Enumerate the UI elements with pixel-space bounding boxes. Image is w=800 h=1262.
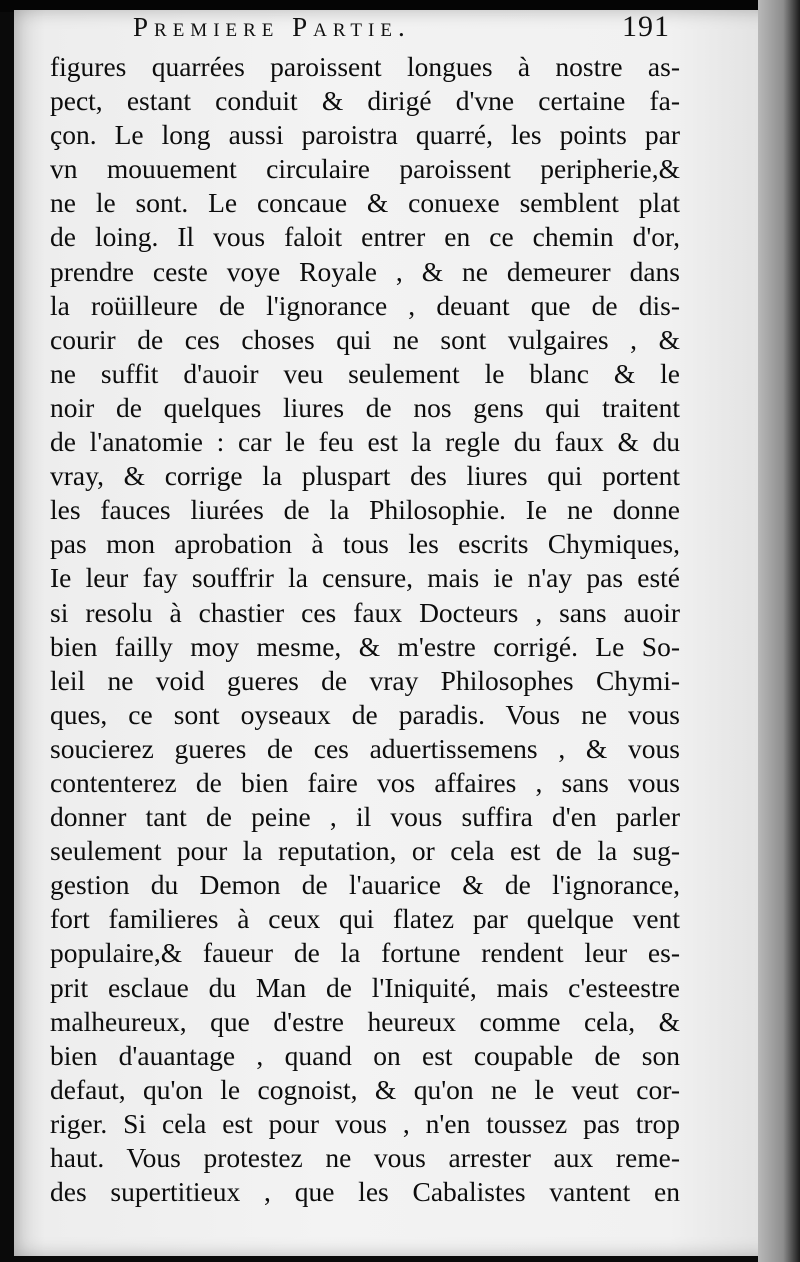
text-line: si resolu à chastier ces faux Docteurs , sans auoir [50,596,680,628]
text-line: haut. Vous protestez ne vous arrester aux reme- [50,1142,680,1173]
text-line: seulement pour la reputation, or cela est de la sug- [50,835,680,867]
text-line: ne le sont. Le concaue & conuexe semblent plat [50,187,680,219]
text-line: bien d'auantage , quand on est coupable de son [50,1039,680,1071]
text-line: riger. Si cela est pour vous , n'en toussez pas trop [50,1107,680,1139]
text-line: çon. Le long aussi paroistra quarré, les points par [50,119,680,151]
text-line: des supertitieux , que les Cabalistes vantent en [50,1176,680,1208]
text-line: les fauces liurées de la Philosophie. Ie ne donne [50,494,680,526]
text-line: Ie leur fay souffrir la censure, mais ie n'ay pas esté [50,562,680,594]
text-line: populaire,& faueur de la fortune rendent leur es- [50,937,680,969]
text-line: vn mouuement circulaire paroissent peripherie,& [50,153,680,185]
text-line: soucierez gueres de ces aduertissemens , & vous [50,732,680,764]
page-number: 191 [622,10,670,43]
text-line: bien failly moy mesme, & m'estre corrigé. Le So- [50,630,680,662]
page-header [0,12,760,52]
text-line: prit esclaue du Man de l'Iniquité, mais c'esteestre [50,971,680,1003]
body-text [50,50,680,1209]
text-line: de l'anatomie : car le feu est la regle du faux & du [50,426,680,458]
book-spine-shadow [758,0,800,1262]
text-line: donner tant de peine , il vous suffira d'en parler [50,801,680,833]
text-line: la roüilleure de l'ignorance , deuant que de dis- [50,289,680,321]
text-line: malheureux, que d'estre heureux comme cela, & [50,1005,680,1037]
text-line: noir de quelques liures de nos gens qui traitent [50,391,680,423]
text-line: figures quarrées paroissent longues à nostre as- [50,51,680,82]
text-line: ques, ce sont oyseaux de paradis. Vous ne vous [50,698,680,730]
text-line: pect, estant conduit & dirigé d'vne certaine fa- [50,85,680,117]
text-line: pas mon aprobation à tous les escrits Chymiques, [50,528,680,560]
running-title: Premiere Partie. [133,12,411,42]
text-line: prendre ceste voye Royale , & ne demeurer dans [50,255,680,287]
text-line: vray, & corrige la pluspart des liures qui portent [50,460,680,492]
text-line: courir de ces choses qui ne sont vulgaires , & [50,323,680,355]
text-line: leil ne void gueres de vray Philosophes Chymi- [50,664,680,696]
text-line: contenterez de bien faire vos affaires , sans vous [50,766,680,798]
text-line: defaut, qu'on le cognoist, & qu'on ne le veut cor- [50,1073,680,1105]
text-line: ne suffit d'auoir veu seulement le blanc & le [50,357,680,389]
text-line: fort familieres à ceux qui flatez par quelque vent [50,903,680,935]
text-line: gestion du Demon de l'auarice & de l'ignorance, [50,869,680,901]
text-line: de loing. Il vous faloit entrer en ce chemin d'or, [50,221,680,253]
